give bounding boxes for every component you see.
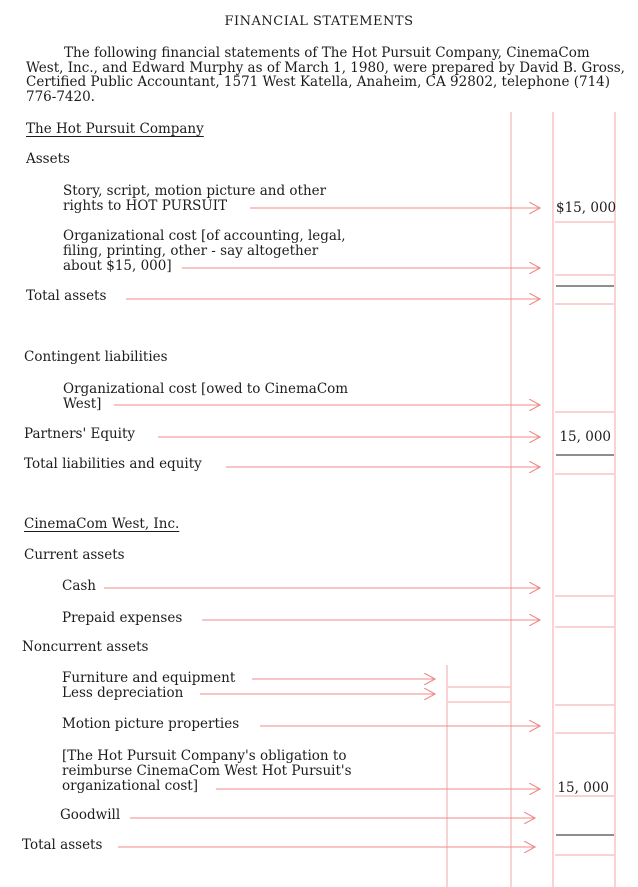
assets-label: Assets [26, 151, 70, 167]
org-owed-line2: West] [63, 396, 102, 412]
story-rights-line2: rights to HOT PURSUIT [63, 198, 228, 214]
org-cost-line2: filing, printing, other - say altogether [63, 243, 319, 259]
furniture-equipment-label: Furniture and equipment [62, 670, 236, 686]
section-heading-hot-pursuit: The Hot Pursuit Company [26, 121, 204, 137]
page-title: FINANCIAL STATEMENTS [224, 14, 414, 29]
section-heading-cinemacom: CinemaCom West, Inc. [24, 516, 180, 532]
goodwill-label: Goodwill [60, 807, 121, 823]
org-owed-line1: Organizational cost [owed to CinemaCom [63, 381, 349, 397]
obligation-line3: organizational cost] [62, 778, 198, 794]
story-rights-line1: Story, script, motion picture and other [63, 183, 327, 199]
contingent-liabilities-label: Contingent liabilities [24, 349, 168, 365]
total-liabilities-equity-label: Total liabilities and equity [24, 456, 202, 472]
obligation-amount: 15, 000 [557, 780, 609, 796]
partners-equity-amount: 15, 000 [559, 429, 611, 445]
total-assets-label-cinemacom: Total assets [22, 837, 103, 853]
intro-paragraph: The following financial statements of The Hot Pursuit Company, CinemaCom West, Inc., and Edward Murphy as of March 1, 1980, were prepared by David B. Gross, Certified Public Accountant, 1571 West Katella, Anaheim, CA 92802, telephone (714) 776-7420. [26, 45, 625, 105]
motion-picture-properties-label: Motion picture properties [62, 716, 240, 732]
less-depreciation-label: Less depreciation [62, 685, 184, 701]
noncurrent-assets-label: Noncurrent assets [22, 639, 149, 655]
org-cost-line1: Organizational cost [of accounting, legal, [63, 228, 346, 244]
prepaid-expenses-label: Prepaid expenses [62, 610, 183, 626]
obligation-line2: reimburse CinemaCom West Hot Pursuit's [62, 763, 352, 779]
partners-equity-label: Partners' Equity [24, 426, 136, 442]
obligation-line1: [The Hot Pursuit Company's obligation to [62, 748, 347, 764]
current-assets-label: Current assets [24, 547, 125, 563]
story-rights-amount: $15, 000 [556, 200, 617, 216]
cash-label: Cash [62, 578, 97, 594]
org-cost-line3: about $15, 000] [63, 258, 172, 274]
total-assets-label: Total assets [26, 288, 107, 304]
